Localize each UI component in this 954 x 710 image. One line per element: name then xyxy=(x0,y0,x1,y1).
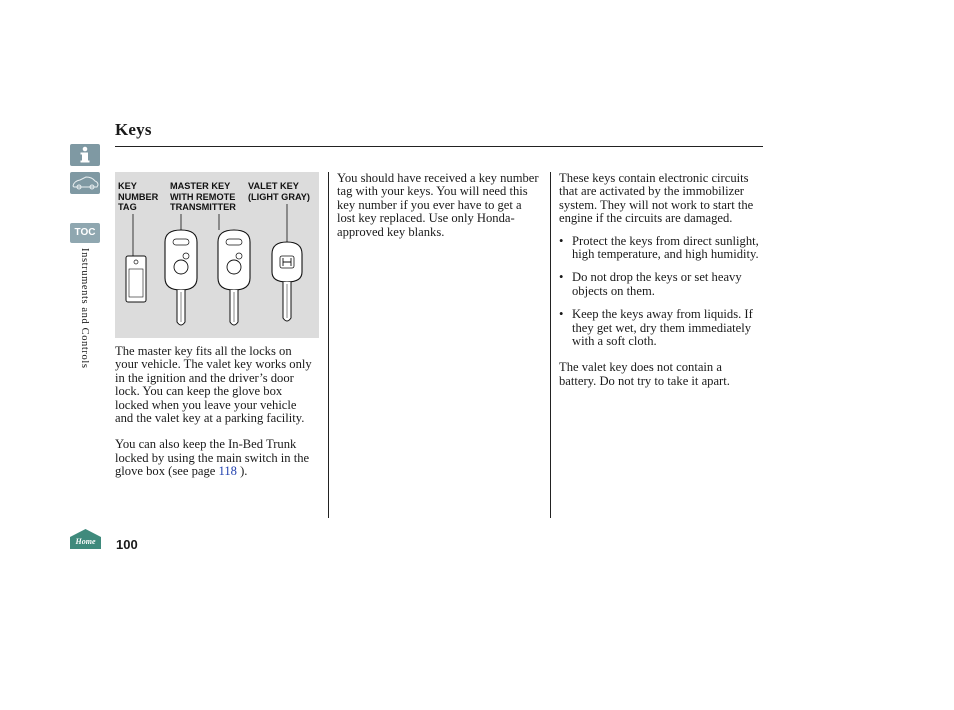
in-bed-trunk-text: You can also keep the In-Bed Trunk locked by using the main switch in the glove box (see page xyxy=(115,437,310,479)
list-item-text: Do not drop the keys or set heavy objects on them. xyxy=(572,270,742,298)
list-item xyxy=(559,271,759,298)
label-valet-key: VALET KEY (LIGHT GRAY) xyxy=(248,181,310,202)
bullet-dot: • xyxy=(559,307,564,322)
section-sidebar-label: Instruments and Controls xyxy=(79,248,90,369)
home-icon xyxy=(70,529,101,549)
bullet-dot: • xyxy=(559,233,564,248)
immobilizer-paragraph: These keys contain electronic circuits that are activated by the immobilizer system. They will not work to start the engine if the circuits are damaged. xyxy=(559,171,754,226)
page-link[interactable]: 118 xyxy=(218,464,237,479)
home-button[interactable] xyxy=(70,529,101,549)
list-item xyxy=(559,308,759,348)
column-divider xyxy=(550,172,551,518)
key-number-tag-shape xyxy=(126,256,146,302)
master-key-2-shape xyxy=(218,230,250,325)
master-key-1-shape xyxy=(165,230,197,325)
list-item xyxy=(559,235,759,262)
list-item-text: Keep the keys away from liquids. If they get wet, dry them immediately with a soft cloth. xyxy=(572,307,753,349)
in-bed-trunk-paragraph xyxy=(115,438,315,478)
valet-key-shape xyxy=(272,242,302,321)
page-title: Keys xyxy=(115,120,152,139)
column-3 xyxy=(559,172,759,388)
info-icon[interactable] xyxy=(70,144,100,166)
column-1 xyxy=(115,345,315,479)
valet-key-paragraph: The valet key does not contain a battery. Do not try to take it apart. xyxy=(559,360,730,388)
in-bed-trunk-text-end: ). xyxy=(236,464,248,479)
keys-illustration xyxy=(115,172,319,338)
column-divider xyxy=(328,172,329,518)
page-number: 100 xyxy=(116,537,138,552)
bullet-dot: • xyxy=(559,270,564,285)
title-rule xyxy=(115,146,763,147)
keys-drawing xyxy=(115,172,319,338)
master-key-paragraph: The master key fits all the locks on your vehicle. The valet key works only in the ignition and the driver’s door lock. You can keep the glove box locked when you leave your vehicle and the valet key at a parking facility. xyxy=(115,344,312,426)
home-label: Home xyxy=(75,537,96,546)
column-2 xyxy=(337,172,542,239)
label-key-number-tag: KEY NUMBER TAG xyxy=(118,181,159,212)
car-icon[interactable] xyxy=(70,172,100,194)
list-item-text: Protect the keys from direct sunlight, high temperature, and high humidity. xyxy=(572,233,759,262)
toc-button[interactable]: TOC xyxy=(70,223,100,243)
key-number-paragraph: You should have received a key number tag with your keys. You will need this key number if you ever have to get a lost key replaced. Use only Honda-approved key blanks. xyxy=(337,171,539,239)
label-master-key: MASTER KEY WITH REMOTE TRANSMITTER xyxy=(170,181,236,212)
